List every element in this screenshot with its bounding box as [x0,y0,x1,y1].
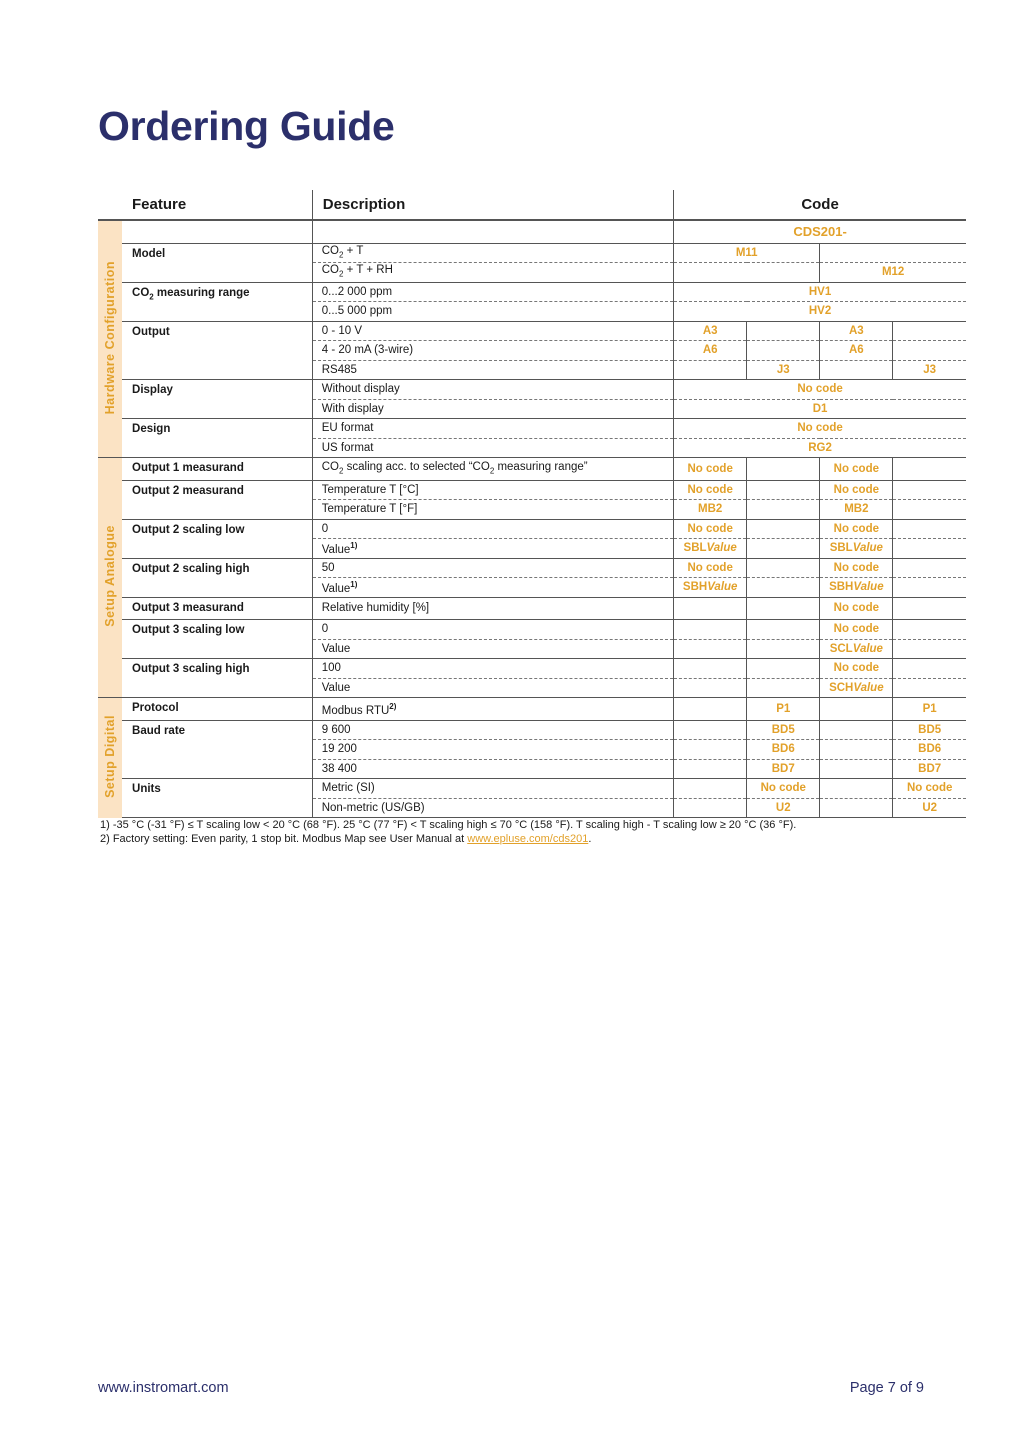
footnotes [100,818,796,846]
code-cell: BD6 [747,740,820,760]
feature-design: Design [122,419,312,458]
code-cell: MB2 [674,500,747,520]
code-cell: SCLValue [820,639,893,659]
desc-cell: $CO_2 + T$ [312,243,673,263]
code-cell: A6 [820,341,893,361]
feature-units: Units [122,779,312,818]
table-row [98,720,966,740]
desc-cell: Without display [312,380,673,400]
feature-out3-low: Output 3 scaling low [122,620,312,659]
code-cell: SBLValue [674,539,747,559]
desc-cell: 4 - 20 mA (3-wire) [312,341,673,361]
table-row [98,419,966,439]
desc-cell: 19 200 [312,740,673,760]
desc-cell: Value [312,678,673,698]
code-cell: BD7 [747,759,820,779]
desc-cell: Non-metric (US/GB) [312,798,673,818]
code-cell: No code [674,480,747,500]
desc-cell: 0...5 000 ppm [312,302,673,322]
table-row [98,220,966,243]
feature-out2-high: Output 2 scaling high [122,558,312,597]
feature-out2: Output 2 measurand [122,480,312,519]
code-cell: No code [820,558,893,578]
table-row [98,480,966,500]
code-cell: J3 [893,360,966,380]
page-title: Ordering Guide [98,103,395,149]
code-cell: M11 [674,243,820,263]
table-row [98,659,966,679]
code-cell: MB2 [820,500,893,520]
desc-cell: 0 [312,519,673,539]
desc-cell: RS485 [312,360,673,380]
table-row [98,321,966,341]
section-hardware: Hardware Configuration [98,220,122,458]
footnote-1: 1) -35 °C (-31 °F) ≤ T scaling low < 20 °C (68 °F). 25 °C (77 °F) < T scaling high ≤ 70 °C (158 °F). T scaling high - T scaling low ≥ 20 °C (36 °F). [100,819,797,831]
desc-cell: 0 [312,620,673,640]
table-row [98,558,966,578]
desc-cell: 50 [312,558,673,578]
code-cell: No code [674,519,747,539]
feature-display: Display [122,380,312,419]
desc-cell: Value$^{1)}$ [312,539,673,559]
desc-cell: 0...2 000 ppm [312,282,673,302]
desc-cell: With display [312,399,673,419]
feature-range: $CO_2$ measuring range [122,282,312,321]
code-cell: A6 [674,341,747,361]
code-cell: No code [820,597,893,620]
desc-cell: Temperature T [°F] [312,500,673,520]
desc-cell: 38 400 [312,759,673,779]
table-row [98,779,966,799]
feature-out3: Output 3 measurand [122,597,312,620]
code-cell: SBHValue [674,578,747,598]
feature-out3-high: Output 3 scaling high [122,659,312,698]
side-header [98,190,122,220]
product-code: CDS201- [674,220,966,243]
code-cell: J3 [747,360,820,380]
code-cell: No code [674,380,966,400]
desc-cell: $CO_2 + T$ + RH [312,263,673,283]
code-cell: HV1 [674,282,966,302]
section-digital: Setup Digital [98,698,122,818]
table-row [98,519,966,539]
ordering-table [98,190,966,818]
code-cell: BD7 [893,759,966,779]
code-cell: RG2 [674,438,966,458]
code-cell: U2 [893,798,966,818]
feature-baud: Baud rate [122,720,312,779]
page-number: Page 7 of 9 [849,1380,924,1396]
code-cell: No code [820,519,893,539]
code-cell: A3 [820,321,893,341]
code-cell: BD6 [893,740,966,760]
feature-protocol: Protocol [122,698,312,721]
code-cell: D1 [674,399,966,419]
desc-cell: Metric (SI) [312,779,673,799]
feature-out1: Output 1 measurand [122,458,312,481]
footer-website[interactable]: www.instromart.com [98,1380,229,1396]
feature-out2-low: Output 2 scaling low [122,519,312,558]
code-cell: No code [674,419,966,439]
epluse-link[interactable]: www.epluse.com/cds201 [467,833,589,845]
desc-cell: 0 - 10 V [312,321,673,341]
code-cell: No code [674,458,747,481]
table-row [98,282,966,302]
code-cell: P1 [747,698,820,721]
feature-model: Model [122,243,312,282]
table-row [98,458,966,481]
code-cell: No code [820,620,893,640]
desc-cell: US format [312,438,673,458]
desc-cell: Temperature T [°C] [312,480,673,500]
desc-cell: Value [312,639,673,659]
description-header: Description [312,190,673,220]
code-cell: A3 [674,321,747,341]
table-row [98,243,966,263]
table-row [98,597,966,620]
feature-header: Feature [122,190,312,220]
code-cell: No code [820,480,893,500]
code-cell: BD5 [893,720,966,740]
code-cell: U2 [747,798,820,818]
code-cell: P1 [893,698,966,721]
ordering-table-wrapper [98,190,966,818]
code-cell: M12 [820,263,966,283]
code-cell: No code [893,779,966,799]
table-row [98,620,966,640]
section-analogue: Setup Analogue [98,458,122,698]
desc-cell: $CO_2$ scaling acc. to selected “$CO_2$ measuring range” [312,458,673,481]
desc-cell: Relative humidity [%] [312,597,673,620]
desc-cell: 9 600 [312,720,673,740]
code-header: Code [674,190,966,220]
code-cell: No code [674,558,747,578]
desc-cell: Modbus RTU$^{2)}$ [312,698,673,721]
code-cell: SBHValue [820,578,893,598]
desc-cell: Value$^{1)}$ [312,578,673,598]
code-cell: SCHValue [820,678,893,698]
code-cell: No code [747,779,820,799]
code-cell: HV2 [674,302,966,322]
code-cell: BD5 [747,720,820,740]
desc-cell: 100 [312,659,673,679]
desc-cell: EU format [312,419,673,439]
code-cell: No code [820,659,893,679]
feature-output: Output [122,321,312,380]
table-row [98,698,966,721]
code-cell: SBLValue [820,539,893,559]
footnote-2: 2) Factory setting: Even parity, 1 stop bit. Modbus Map see User Manual at www.epluse.com/cds201. [100,833,592,845]
table-row [98,380,966,400]
code-cell: No code [820,458,893,481]
